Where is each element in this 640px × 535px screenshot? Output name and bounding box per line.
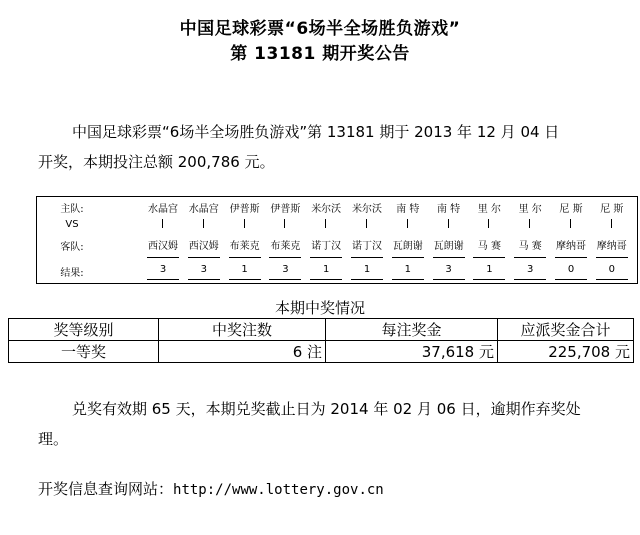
away-underline (514, 257, 546, 258)
match-column (265, 197, 305, 283)
prize-subtitle: 本期中奖情况 (274, 299, 365, 317)
vs-separator (284, 219, 285, 228)
home-team: 水晶宫 (148, 204, 178, 215)
result-underline (269, 279, 301, 280)
total-prize: 225,708 元 (498, 341, 634, 363)
vs-label: VS (65, 219, 79, 230)
home-team: 南 特 (396, 204, 420, 215)
home-team: 伊普斯 (270, 204, 301, 215)
away-underline (188, 257, 220, 258)
match-column (469, 197, 509, 283)
away-underline (229, 257, 261, 258)
match-result: 1 (323, 264, 330, 275)
result-label: 结果: (60, 268, 84, 279)
intro-line-2: 开奖，本期投注总额 200,786 元。 (38, 153, 275, 171)
home-team: 水晶宫 (188, 204, 219, 215)
away-underline (596, 257, 628, 258)
away-team: 诺丁汉 (352, 241, 382, 252)
away-team: 摩纳哥 (596, 241, 627, 252)
website-label: 开奖信息查询网站： (38, 480, 174, 498)
prize-level: 一等奖 (9, 341, 159, 363)
away-team: 西汉姆 (188, 241, 219, 252)
vs-separator (407, 219, 408, 228)
match-result: 0 (567, 264, 575, 275)
home-team: 南 特 (437, 204, 461, 215)
vs-separator (366, 219, 367, 228)
away-underline (392, 257, 424, 258)
vs-separator (570, 219, 571, 228)
result-underline (555, 279, 587, 280)
header-count: 中奖注数 (159, 319, 326, 341)
home-team: 尼 斯 (559, 204, 583, 215)
home-team-label: 主队: (60, 204, 84, 215)
away-team-label: 客队: (60, 242, 84, 253)
match-column (429, 197, 469, 283)
vs-separator (162, 219, 163, 228)
match-result: 3 (159, 264, 167, 275)
home-team: 里 尔 (518, 204, 542, 215)
match-result: 0 (608, 264, 615, 275)
match-table (36, 196, 638, 284)
prize-table (8, 318, 634, 363)
away-team: 马 赛 (518, 241, 542, 252)
result-underline (188, 279, 220, 280)
home-team: 尼 斯 (600, 204, 624, 215)
vs-separator (203, 219, 204, 228)
away-team: 马 赛 (477, 241, 501, 252)
match-column (388, 197, 428, 283)
away-underline (351, 257, 383, 258)
match-column (225, 197, 265, 283)
match-result: 3 (527, 264, 534, 275)
vs-separator (244, 219, 245, 228)
away-underline (433, 257, 465, 258)
issue-title: 第 13181 期开奖公告 (230, 44, 410, 64)
result-underline (596, 279, 628, 280)
away-underline (269, 257, 301, 258)
result-underline (392, 279, 424, 280)
away-team: 瓦朗谢 (392, 241, 423, 252)
match-column (184, 197, 224, 283)
header-level: 奖等级别 (9, 319, 159, 341)
match-result: 3 (200, 264, 207, 275)
match-column (551, 197, 591, 283)
header-total: 应派奖金合计 (498, 319, 634, 341)
match-result: 1 (241, 264, 248, 275)
home-team: 米尔沃 (352, 204, 382, 215)
match-column (306, 197, 346, 283)
result-underline (229, 279, 261, 280)
match-column (143, 197, 183, 283)
home-team: 里 尔 (477, 204, 501, 215)
away-team: 摩纳哥 (556, 241, 586, 252)
vs-separator (448, 219, 449, 228)
result-underline (433, 279, 465, 280)
away-underline (147, 257, 179, 258)
intro-paragraph (38, 117, 628, 177)
vs-separator (325, 219, 326, 228)
winning-count: 6 注 (159, 341, 326, 363)
match-result: 1 (404, 264, 411, 275)
match-result: 3 (445, 264, 452, 275)
intro-line-1: 中国足球彩票“6场半全场胜负游戏”第 13181 期于 2013 年 12 月 04 日 (72, 123, 560, 141)
away-underline (310, 257, 342, 258)
result-underline (147, 279, 179, 280)
match-column (510, 197, 550, 283)
away-underline (473, 257, 505, 258)
vs-separator (611, 219, 612, 228)
notice-line-2: 理。 (38, 430, 69, 448)
away-team: 瓦朗谢 (433, 241, 464, 252)
away-team: 诺丁汉 (311, 241, 342, 252)
vs-separator (488, 219, 489, 228)
home-team: 米尔沃 (311, 204, 342, 215)
announcement-title: 中国足球彩票“6场半全场胜负游戏” (179, 19, 461, 39)
vs-separator (529, 219, 530, 228)
result-underline (351, 279, 383, 280)
result-underline (473, 279, 505, 280)
header-per-bet: 每注奖金 (326, 319, 498, 341)
away-underline (555, 257, 587, 258)
match-column (347, 197, 387, 283)
match-result: 1 (363, 264, 371, 275)
website-line (38, 474, 628, 505)
table-row (9, 341, 634, 363)
home-team: 伊普斯 (229, 204, 260, 215)
match-column (592, 197, 632, 283)
result-underline (514, 279, 546, 280)
away-team: 西汉姆 (148, 241, 178, 252)
website-link[interactable]: http://www.lottery.gov.cn (173, 482, 384, 498)
redemption-notice (38, 394, 628, 454)
away-team: 布莱克 (270, 241, 301, 252)
per-bet-prize: 37,618 元 (326, 341, 498, 363)
result-underline (310, 279, 342, 280)
away-team: 布莱克 (229, 241, 260, 252)
notice-line-1: 兑奖有效期 65 天，本期兑奖截止日为 2014 年 02 月 06 日，逾期作弃奖处 (72, 400, 581, 418)
match-result: 3 (282, 264, 289, 275)
match-result: 1 (486, 264, 493, 275)
prize-header-row (9, 319, 634, 341)
